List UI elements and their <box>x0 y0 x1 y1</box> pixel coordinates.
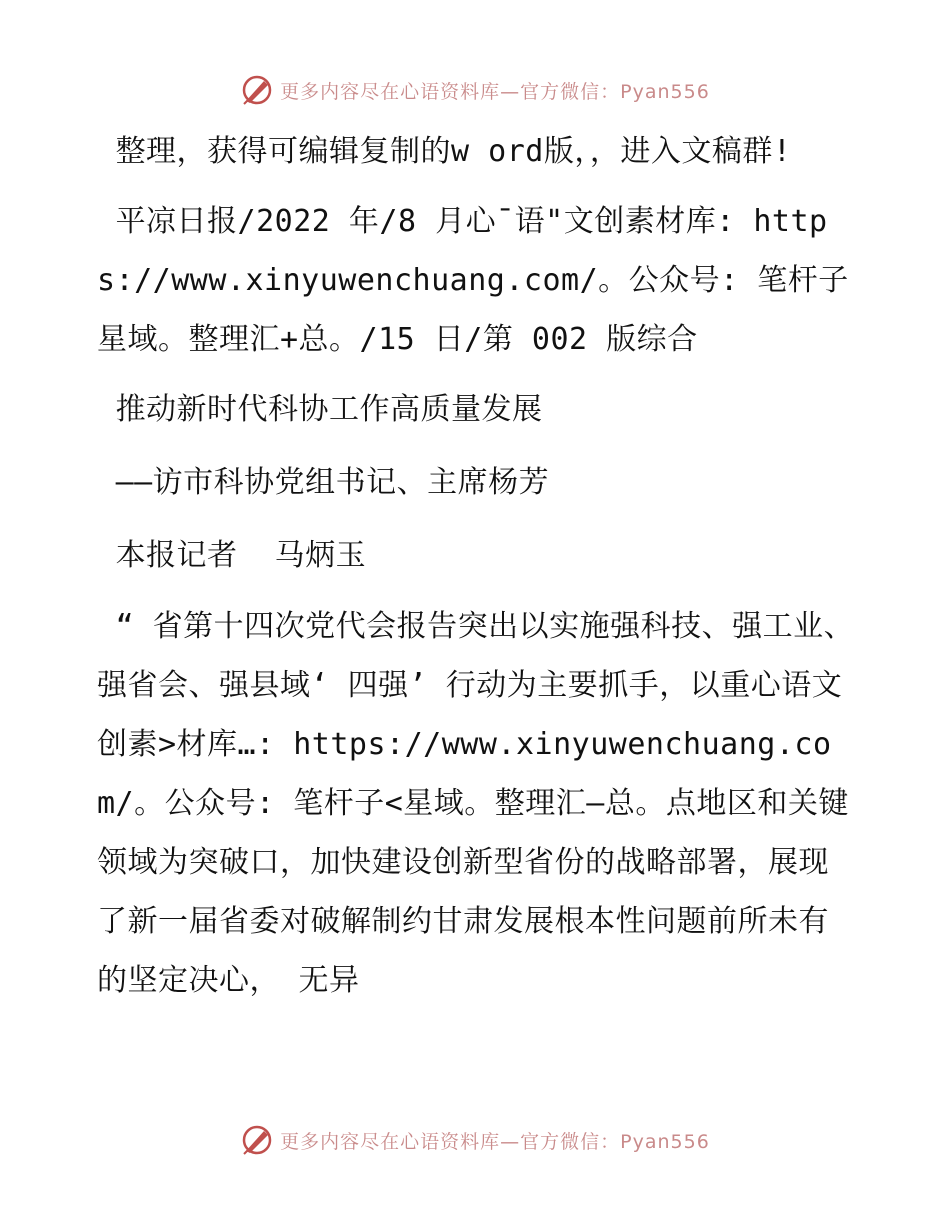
dateline: 平凉日报/2022 年/8 月心¯语"文创素材库: https://www.xinyuwenchuang.com/。公众号: 笔杆子星域。整理汇+总。/15 日/第 002 版综合 <box>97 204 849 357</box>
body-paragraph: “ 省第十四次党代会报告突出以实施强科技、强工业、强省会、强县域‘ 四强’ 行动为主要抓手，以重心语文创素>材库…: https://www.xinyuwenchuang.com/。公众号: 笔杆子<星域。整理汇—总。点地区和关键领域为突破口，加快建设创新型省份的战略部署，展现了新一届省委对破解制约甘肃发展根本性问题前所未有的坚定决心， 无异 <box>97 609 855 998</box>
watermark-text: 更多内容尽在心语资料库—官方微信：Pyan556 <box>280 1130 710 1153</box>
article-title: 推动新时代科协工作高质量发展 <box>97 392 543 427</box>
article-subtitle: ——访市科协党组书记、主席杨芳 <box>97 465 550 500</box>
byline: 本报记者 马炳玉 <box>97 538 367 573</box>
quill-pen-in-circle-icon <box>240 73 274 107</box>
document-body <box>97 122 857 1010</box>
watermark-text: 更多内容尽在心语资料库—官方微信：Pyan556 <box>280 80 710 103</box>
header-line: 整理，获得可编辑复制的w ord版，，进入文稿群! <box>97 134 792 169</box>
quill-pen-in-circle-icon <box>240 1123 274 1157</box>
watermark-top <box>0 70 950 110</box>
watermark-bottom <box>0 1120 950 1160</box>
